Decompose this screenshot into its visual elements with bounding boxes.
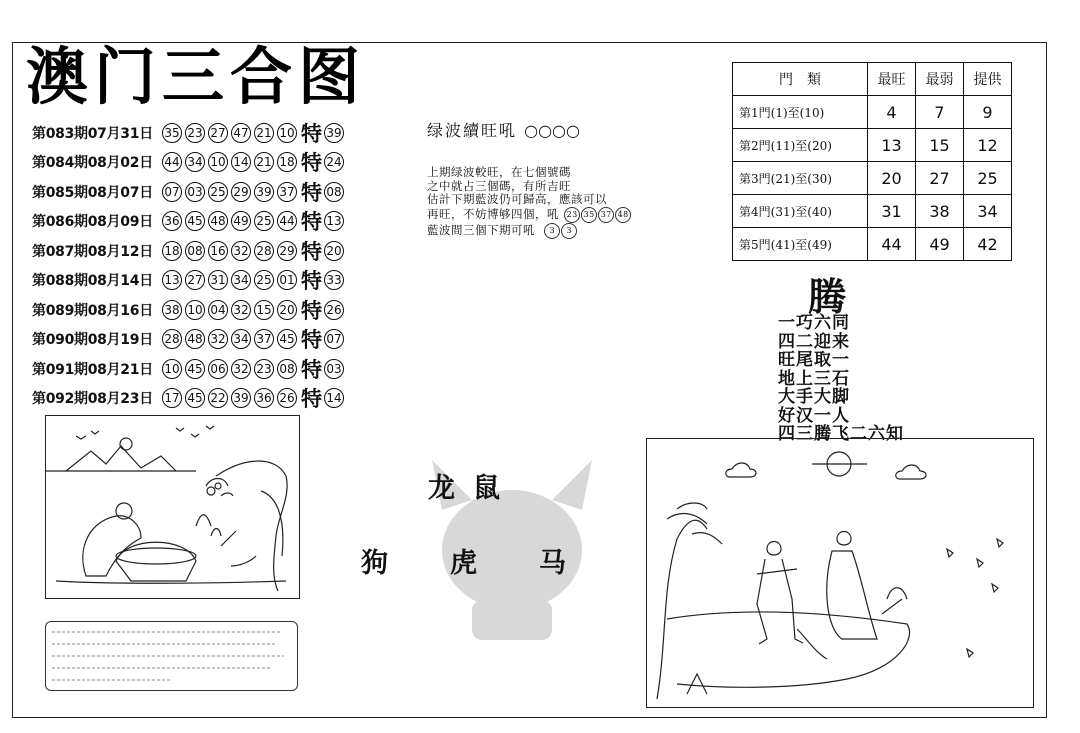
door-table-header	[733, 63, 1012, 96]
number-ball: 07	[162, 182, 182, 202]
poem-line: 地上三石	[778, 368, 850, 389]
draw-label: 第086期08月09日	[32, 214, 153, 231]
draw-row	[32, 325, 392, 355]
zodiac-top: 龙鼠	[428, 473, 518, 504]
tip-title-text: 绿波續旺吼	[427, 121, 518, 140]
tip-ball: 35	[581, 207, 597, 223]
tip-line-text: 藍波間三個下期可吼	[427, 223, 535, 238]
page-title: 澳门三合图	[26, 40, 367, 113]
draw-label: 第090期08月19日	[32, 332, 153, 349]
number-ball: 48	[185, 329, 205, 349]
number-ball: 21	[254, 123, 274, 143]
illustration-maiden-basin-drawing	[46, 416, 298, 597]
door-hot: 20	[868, 162, 916, 195]
teng-heading: 腾	[808, 274, 847, 319]
door-provide: 34	[964, 195, 1012, 228]
draw-label: 第087期08月12日	[32, 243, 153, 260]
zodiac-bottom: 狗虎马	[361, 548, 628, 579]
number-ball: 25	[208, 182, 228, 202]
door-cold: 15	[916, 129, 964, 162]
special-number-ball: 14	[324, 388, 344, 408]
door-cold: 27	[916, 162, 964, 195]
scribble-notes	[46, 622, 296, 689]
number-ball: 10	[185, 300, 205, 320]
draw-row	[32, 236, 392, 266]
door-header-hot: 最旺	[868, 63, 916, 96]
number-ball: 39	[254, 182, 274, 202]
door-provide: 25	[964, 162, 1012, 195]
special-number-ball: 26	[324, 300, 344, 320]
tip-line: 上期绿波較旺，在七個號碼	[427, 165, 571, 179]
door-label: 第2門(11)至(20)	[733, 129, 868, 162]
number-ball: 17	[162, 388, 182, 408]
number-ball: 18	[162, 241, 182, 261]
door-hot: 4	[868, 96, 916, 129]
number-ball: 45	[185, 211, 205, 231]
number-ball: 10	[208, 152, 228, 172]
number-ball: 44	[162, 152, 182, 172]
draw-label: 第092期08月23日	[32, 391, 153, 408]
tip-ball: 23	[564, 207, 580, 223]
door-provide: 9	[964, 96, 1012, 129]
number-ball: 45	[277, 329, 297, 349]
poem-line: 四二迎来	[778, 331, 850, 352]
number-ball: 44	[277, 211, 297, 231]
door-cold: 49	[916, 228, 964, 261]
number-ball: 34	[185, 152, 205, 172]
special-marker: 特	[301, 328, 322, 353]
door-table-row	[733, 195, 1012, 228]
draw-label: 第091期08月21日	[32, 361, 153, 378]
poem-line: 旺尾取一	[778, 350, 850, 370]
poem-line: 四三腾飞二六知	[778, 424, 904, 444]
illustration-two-figures-drawing	[647, 439, 1032, 706]
number-ball: 34	[231, 270, 251, 290]
number-ball: 27	[185, 270, 205, 290]
draw-label: 第083期07月31日	[32, 125, 153, 142]
illustration-two-figures	[646, 438, 1034, 708]
tip-ball: 3	[561, 223, 577, 239]
number-ball: 08	[277, 359, 297, 379]
number-ball: 31	[208, 270, 228, 290]
number-ball: 06	[208, 359, 228, 379]
door-table-row	[733, 96, 1012, 129]
tip-title-circles: ○○○○	[524, 121, 580, 140]
number-ball: 18	[277, 152, 297, 172]
number-ball: 20	[277, 300, 297, 320]
draw-row	[32, 148, 392, 178]
poem-line: 好汉一人	[778, 405, 850, 426]
draw-row	[32, 177, 392, 207]
door-label: 第3門(21)至(30)	[733, 162, 868, 195]
number-ball: 32	[231, 241, 251, 261]
special-number-ball: 03	[324, 359, 344, 379]
special-number-ball: 24	[324, 152, 344, 172]
number-ball: 28	[254, 241, 274, 261]
door-provide: 12	[964, 129, 1012, 162]
special-number-ball: 07	[324, 329, 344, 349]
number-ball: 49	[231, 211, 251, 231]
door-table-row	[733, 129, 1012, 162]
number-ball: 29	[277, 241, 297, 261]
door-table-row	[733, 228, 1012, 261]
tip-ball: 37	[598, 207, 614, 223]
number-ball: 38	[162, 300, 182, 320]
door-hot: 44	[868, 228, 916, 261]
special-marker: 特	[301, 210, 322, 235]
tip-line: 估計下期藍波仍可歸高，應該可以	[427, 192, 607, 207]
number-ball: 10	[277, 123, 297, 143]
special-marker: 特	[301, 357, 322, 382]
number-ball: 16	[208, 241, 228, 261]
number-ball: 27	[208, 123, 228, 143]
number-ball: 13	[162, 270, 182, 290]
number-ball: 14	[231, 152, 251, 172]
number-ball: 15	[254, 300, 274, 320]
number-ball: 21	[254, 152, 274, 172]
number-ball: 39	[231, 388, 251, 408]
draw-row	[32, 354, 392, 384]
draw-label: 第088期08月14日	[32, 273, 153, 290]
tip-line: 之中就占三個碼，有所吉旺	[427, 178, 571, 193]
tip-line-text: 再旺，不妨博够四個，吼	[427, 207, 559, 222]
special-number-ball: 08	[324, 182, 344, 202]
special-marker: 特	[301, 151, 322, 176]
number-ball: 32	[231, 359, 251, 379]
door-header-category: 門 類	[733, 63, 868, 96]
number-ball: 36	[162, 211, 182, 231]
special-number-ball: 20	[324, 241, 344, 261]
special-marker: 特	[301, 239, 322, 264]
door-label: 第5門(41)至(49)	[733, 228, 868, 261]
number-ball: 22	[208, 388, 228, 408]
door-cold: 7	[916, 96, 964, 129]
illustration-maiden-basin	[45, 415, 300, 599]
number-ball: 37	[254, 329, 274, 349]
number-ball: 10	[162, 359, 182, 379]
door-cold: 38	[916, 195, 964, 228]
number-ball: 04	[208, 300, 228, 320]
tip-ball: 48	[615, 207, 631, 223]
number-ball: 23	[254, 359, 274, 379]
special-number-ball: 33	[324, 270, 344, 290]
tip-line	[427, 207, 667, 223]
number-ball: 37	[277, 182, 297, 202]
poem	[778, 314, 904, 444]
number-ball: 29	[231, 182, 251, 202]
number-ball: 26	[277, 388, 297, 408]
draw-label: 第085期08月07日	[32, 184, 153, 201]
poem-line: 大手大脚	[778, 387, 850, 407]
draw-row	[32, 295, 392, 325]
special-number-ball: 13	[324, 211, 344, 231]
draw-row	[32, 266, 392, 296]
tip-ball: 3	[544, 223, 560, 239]
number-ball: 32	[208, 329, 228, 349]
draw-row	[32, 384, 392, 414]
number-ball: 48	[208, 211, 228, 231]
special-marker: 特	[301, 269, 322, 294]
draw-results-list	[32, 118, 392, 413]
special-marker: 特	[301, 180, 322, 205]
note-box	[45, 621, 298, 691]
draw-label: 第089期08月16日	[32, 302, 153, 319]
number-ball: 25	[254, 211, 274, 231]
tip-title	[427, 118, 580, 141]
tip-line	[427, 223, 667, 239]
tip-body	[427, 166, 667, 239]
door-table	[732, 62, 1012, 261]
door-label: 第4門(31)至(40)	[733, 195, 868, 228]
draw-row	[32, 207, 392, 237]
draw-row	[32, 118, 392, 148]
number-ball: 03	[185, 182, 205, 202]
poem-line: 一巧六同	[778, 313, 850, 333]
number-ball: 36	[254, 388, 274, 408]
special-marker: 特	[301, 298, 322, 323]
number-ball: 45	[185, 388, 205, 408]
number-ball: 28	[162, 329, 182, 349]
special-marker: 特	[301, 121, 322, 146]
number-ball: 45	[185, 359, 205, 379]
draw-label: 第084期08月02日	[32, 155, 153, 172]
number-ball: 34	[231, 329, 251, 349]
number-ball: 35	[162, 123, 182, 143]
door-hot: 13	[868, 129, 916, 162]
number-ball: 01	[277, 270, 297, 290]
number-ball: 23	[185, 123, 205, 143]
special-number-ball: 39	[324, 123, 344, 143]
door-header-cold: 最弱	[916, 63, 964, 96]
door-label: 第1門(1)至(10)	[733, 96, 868, 129]
number-ball: 08	[185, 241, 205, 261]
door-header-provide: 提供	[964, 63, 1012, 96]
number-ball: 47	[231, 123, 251, 143]
number-ball: 32	[231, 300, 251, 320]
special-marker: 特	[301, 387, 322, 412]
door-provide: 42	[964, 228, 1012, 261]
number-ball: 25	[254, 270, 274, 290]
door-table-row	[733, 162, 1012, 195]
door-hot: 31	[868, 195, 916, 228]
